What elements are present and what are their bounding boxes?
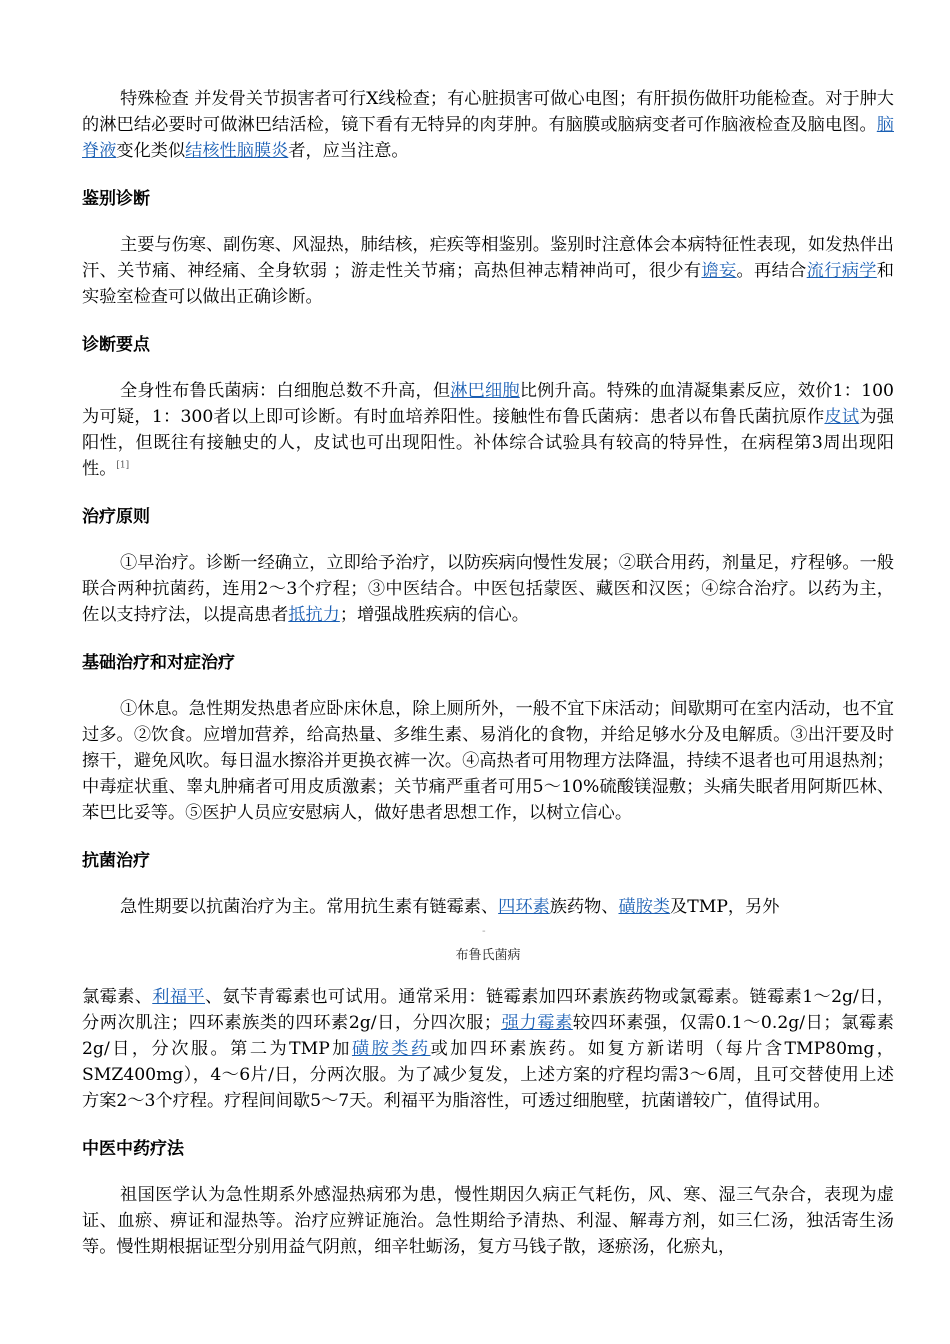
paragraph-text: 者，应当注意。 bbox=[288, 141, 409, 161]
heading-diagnosis-points: 诊断要点 bbox=[82, 335, 150, 355]
paragraph-text: 并发骨关节损害者可行X线检查；有心脏损害可做心电图；有肝损伤做肝功能检查。对于肿大的淋巴结必要时可做淋巴结活检，镜下看有无特异的肉芽肿。有脑膜或脑病变者可作脑液检查及脑电图。 bbox=[82, 89, 894, 135]
heading-tcm-therapy: 中医中药疗法 bbox=[82, 1139, 184, 1159]
link-tetracycline[interactable]: 四环素 bbox=[498, 897, 550, 917]
antibacterial-paragraph-start bbox=[82, 894, 894, 920]
paragraph-text: 和实验室检查可以做出正确诊断。 bbox=[82, 261, 894, 307]
principles-paragraph bbox=[82, 550, 894, 628]
page-break bbox=[82, 920, 894, 984]
heading-basic-treatment: 基础治疗和对症治疗 bbox=[82, 653, 235, 673]
heading-treatment-principles: 治疗原则 bbox=[82, 507, 150, 527]
differential-paragraph bbox=[82, 232, 894, 310]
special-exam-lead: 特殊检查 bbox=[120, 89, 189, 109]
basic-treatment-paragraph: ①休息。急性期发热患者应卧床休息，除上厕所外，一般不宜下床活动；间歇期可在室内活动，也不宜过多。②饮食。应增加营养，给高热量、多维生素、易消化的食物，并给足够水分及电解质。③出汗要及时擦干，避免风吹。每日温水擦浴并更换衣裤一次。④高热者可用物理方法降温，持续不退者也可用退热剂；中毒症状重、睾丸肿痛者可用皮质激素；关节痛严重者可用5～10%硫酸镁湿敷；头痛失眠者用阿斯匹林、苯巴比妥等。⑤医护人员应安慰病人，做好患者思想工作，以树立信心。 bbox=[82, 699, 894, 823]
link-lymphocyte[interactable]: 淋巴细胞 bbox=[450, 381, 520, 401]
paragraph-text: 较四环素强，仅需0.1～0.2g/日；氯霉素2g/日，分次服。第二为TMP加 bbox=[82, 1013, 894, 1059]
paragraph-text: 及TMP，另外 bbox=[670, 897, 780, 917]
paragraph-text: ①早治疗。诊断一经确立，立即给予治疗，以防疾病向慢性发展；②联合用药，剂量足，疗程够。一般联合两种抗菌药，连用2～3个疗程；③中医结合。中医包括蒙医、藏医和汉医；④综合治疗。以药为主，佐以支持疗法，以提高患者 bbox=[82, 553, 894, 625]
paragraph-text: 主要与伤寒、副伤寒、风湿热，肺结核，疟疾等相鉴别。鉴别时注意体会本病特征性表现，如发热伴出汗、关节痛、神经痛、全身软弱 ；游走性关节痛；高热但神志精神尚可，很少有 bbox=[82, 235, 894, 281]
link-doxycycline[interactable]: 强力霉素 bbox=[501, 1013, 573, 1033]
paragraph-text: 比例升高。特殊的血清凝集素反应，效价1：100为可疑，1：300者以上即可诊断。有时血培养阳性。接触性布鲁氏菌病：患者以布鲁氏菌抗原作 bbox=[82, 381, 894, 427]
link-rifampicin[interactable]: 利福平 bbox=[152, 987, 205, 1007]
paragraph-text: 氯霉素、 bbox=[82, 987, 153, 1007]
paragraph-text: ；增强战胜疾病的信心。 bbox=[339, 605, 529, 625]
heading-antibacterial-treatment: 抗菌治疗 bbox=[82, 851, 150, 871]
special-exam-paragraph bbox=[82, 86, 894, 164]
link-delirium[interactable]: 谵妄 bbox=[701, 261, 737, 281]
link-tuberculous-meningitis[interactable]: 结核性脑膜炎 bbox=[185, 141, 289, 161]
link-resistance[interactable]: 抵抗力 bbox=[288, 605, 340, 625]
paragraph-text: 族药物、 bbox=[549, 897, 619, 917]
link-epidemiology[interactable]: 流行病学 bbox=[806, 261, 877, 281]
link-sulfonamides[interactable]: 磺胺类 bbox=[618, 897, 671, 917]
page-footer-title: 布鲁氏菌病 bbox=[455, 948, 521, 963]
paragraph-text: 、氨苄青霉素也可试用。通常采用：链霉素加四环素族药物或氯霉素。链霉素1～2g/日，分两次肌注；四环素族类的四环素2g/日，分四次服； bbox=[82, 987, 894, 1033]
diagnosis-paragraph bbox=[82, 378, 894, 482]
antibacterial-paragraph-continued bbox=[82, 984, 894, 1114]
paragraph-text: 。再结合 bbox=[736, 261, 807, 281]
paragraph-text: 为强阳性，但既往有接触史的人，皮试也可出现阳性。补体综合试验具有较高的特异性，在病程第3周出现阳性。 bbox=[82, 407, 894, 479]
footer-dash: - bbox=[482, 926, 486, 937]
link-cerebrospinal-fluid[interactable]: 脑脊液 bbox=[82, 115, 894, 161]
link-skin-test[interactable]: 皮试 bbox=[824, 407, 860, 427]
document-page bbox=[82, 86, 894, 1260]
tcm-paragraph: 祖国医学认为急性期系外感湿热病邪为患，慢性期因久病正气耗伤，风、寒、湿三气杂合，表现为虚证、血瘀、痹证和湿热等。治疗应辨证施治。急性期给予清热、利湿、解毒方剂，如三仁汤，独活寄生汤等。慢性期根据证型分别用益气阴煎，细辛牡蛎汤，复方马钱子散，逐瘀汤，化瘀丸， bbox=[82, 1185, 894, 1257]
reference-marker[interactable]: [1] bbox=[116, 460, 130, 471]
paragraph-text: 急性期要以抗菌治疗为主。常用抗生素有链霉素、 bbox=[120, 897, 499, 917]
heading-differential-diagnosis: 鉴别诊断 bbox=[82, 189, 150, 209]
link-sulfonamide-drugs[interactable]: 磺胺类药 bbox=[351, 1039, 431, 1059]
paragraph-text: 全身性布鲁氏菌病：白细胞总数不升高，但 bbox=[120, 381, 451, 401]
paragraph-text: 或加四环素族药。如复方新诺明（每片含TMP80mg，SMZ400mg），4～6片/日，分两次服。为了减少复发，上述方案的疗程均需3～6周，且可交替使用上述方案2～3个疗程。疗程间间歇5～7天。利福平为脂溶性，可透过细胞壁，抗菌谱较广，值得试用。 bbox=[82, 1039, 894, 1111]
paragraph-text: 变化类似 bbox=[116, 141, 186, 161]
